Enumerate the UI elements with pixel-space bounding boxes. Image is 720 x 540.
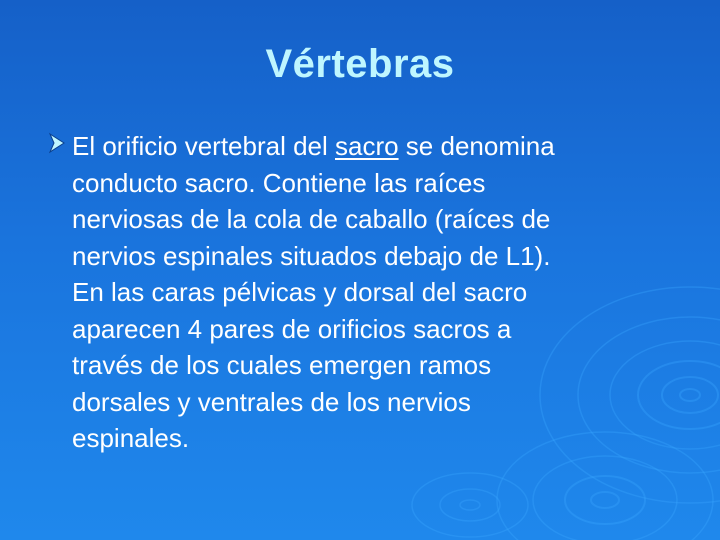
bullet-line: nerviosas de la cola de caballo (raíces de — [72, 204, 551, 234]
bullet-line: conducto sacro. Contiene las raíces — [72, 167, 486, 198]
bullet-list — [48, 128, 688, 457]
bullet-line: espinales. — [72, 423, 190, 453]
bullet-text-segment: se denomina — [398, 131, 555, 161]
sacro-link[interactable]: sacro — [335, 131, 399, 161]
bullet-item — [48, 128, 688, 457]
bullet-text-segment: El orificio vertebral del — [72, 131, 335, 161]
arrowhead-bullet-icon — [48, 132, 66, 154]
bullet-line: nervios espinales situados debajo de L1). — [72, 240, 551, 271]
bullet-line: través de los cuales emergen ramos — [72, 350, 492, 380]
bullet-line — [72, 128, 688, 165]
bullet-text — [72, 128, 688, 457]
bullet-line: En las caras pélvicas y dorsal del sacro — [72, 277, 528, 307]
slide-title: Vértebras — [265, 42, 455, 86]
bullet-line: aparecen 4 pares de orificios sacros a — [72, 313, 512, 344]
bullet-line: dorsales y ventrales de los nervios — [72, 386, 471, 417]
